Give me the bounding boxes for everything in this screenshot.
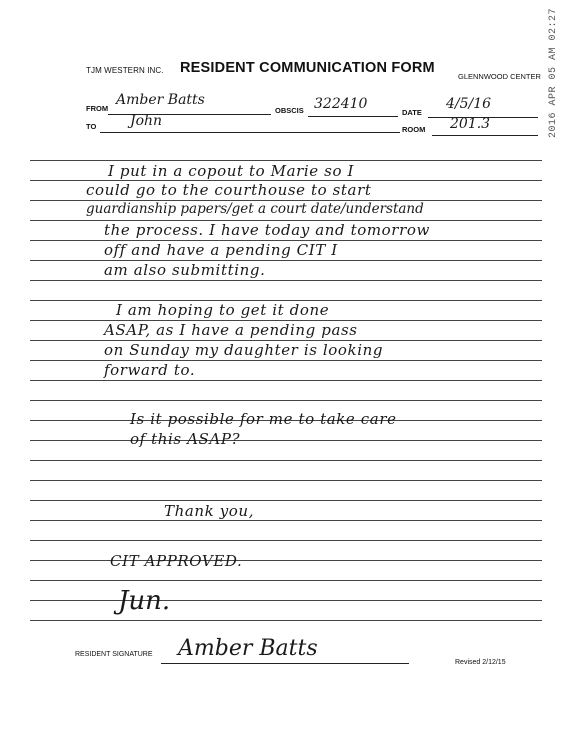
facility-name: GLENNWOOD CENTER [458, 72, 541, 81]
resident-signature: Amber Batts [178, 636, 318, 661]
message-line: I am hoping to get it done [116, 301, 330, 319]
signature-line [161, 663, 409, 664]
message-line: I put in a copout to Marie so I [108, 162, 354, 180]
date-value: 4/5/16 [446, 96, 492, 112]
date-label: DATE [402, 108, 422, 117]
ruled-line [30, 580, 542, 581]
from-value: Amber Batts [116, 92, 205, 108]
ruled-line [30, 600, 542, 601]
obscis-label: OBSCIS [275, 106, 304, 115]
message-line: forward to. [104, 361, 196, 379]
ruled-line [30, 500, 542, 501]
obscis-value: 322410 [314, 96, 368, 112]
to-line [100, 132, 400, 133]
signature-label: RESIDENT SIGNATURE [75, 651, 153, 658]
message-line: of this ASAP? [130, 430, 241, 448]
obscis-line [308, 116, 398, 117]
received-stamp: 2016 APR 05 AM 02:27 [548, 8, 559, 139]
message-line: ASAP, as I have a pending pass [104, 321, 358, 339]
to-label: TO [86, 122, 97, 131]
ruled-line [30, 440, 542, 441]
message-line: guardianship papers/get a court date/understand [86, 201, 424, 217]
room-line [432, 135, 538, 136]
message-line: off and have a pending CIT I [104, 241, 338, 259]
ruled-line [30, 520, 542, 521]
ruled-line [30, 620, 542, 621]
ruled-line [30, 400, 542, 401]
message-line: am also submitting. [104, 261, 266, 279]
ruled-line [30, 280, 542, 281]
room-value: 201.3 [450, 116, 491, 132]
ruled-line [30, 480, 542, 481]
ruled-line [30, 560, 542, 561]
to-value: John [130, 113, 163, 129]
room-label: ROOM [402, 125, 426, 134]
message-line: Is it possible for me to take care [130, 410, 397, 428]
message-line: the process. I have today and tomorrow [104, 221, 430, 239]
ruled-line [30, 160, 542, 161]
message-line: could go to the courthouse to start [86, 181, 372, 199]
revised-date: Revised 2/12/15 [455, 659, 506, 666]
org-name: TJM WESTERN INC. [86, 66, 164, 75]
message-line: Thank you, [164, 502, 255, 520]
approver-initials: Jun. [118, 586, 171, 616]
from-label: FROM [86, 104, 109, 113]
form-title: RESIDENT COMMUNICATION FORM [180, 60, 435, 76]
ruled-line [30, 540, 542, 541]
message-line: on Sunday my daughter is looking [104, 341, 384, 359]
approval-note: CIT APPROVED. [110, 552, 243, 570]
ruled-line [30, 460, 542, 461]
ruled-line [30, 380, 542, 381]
